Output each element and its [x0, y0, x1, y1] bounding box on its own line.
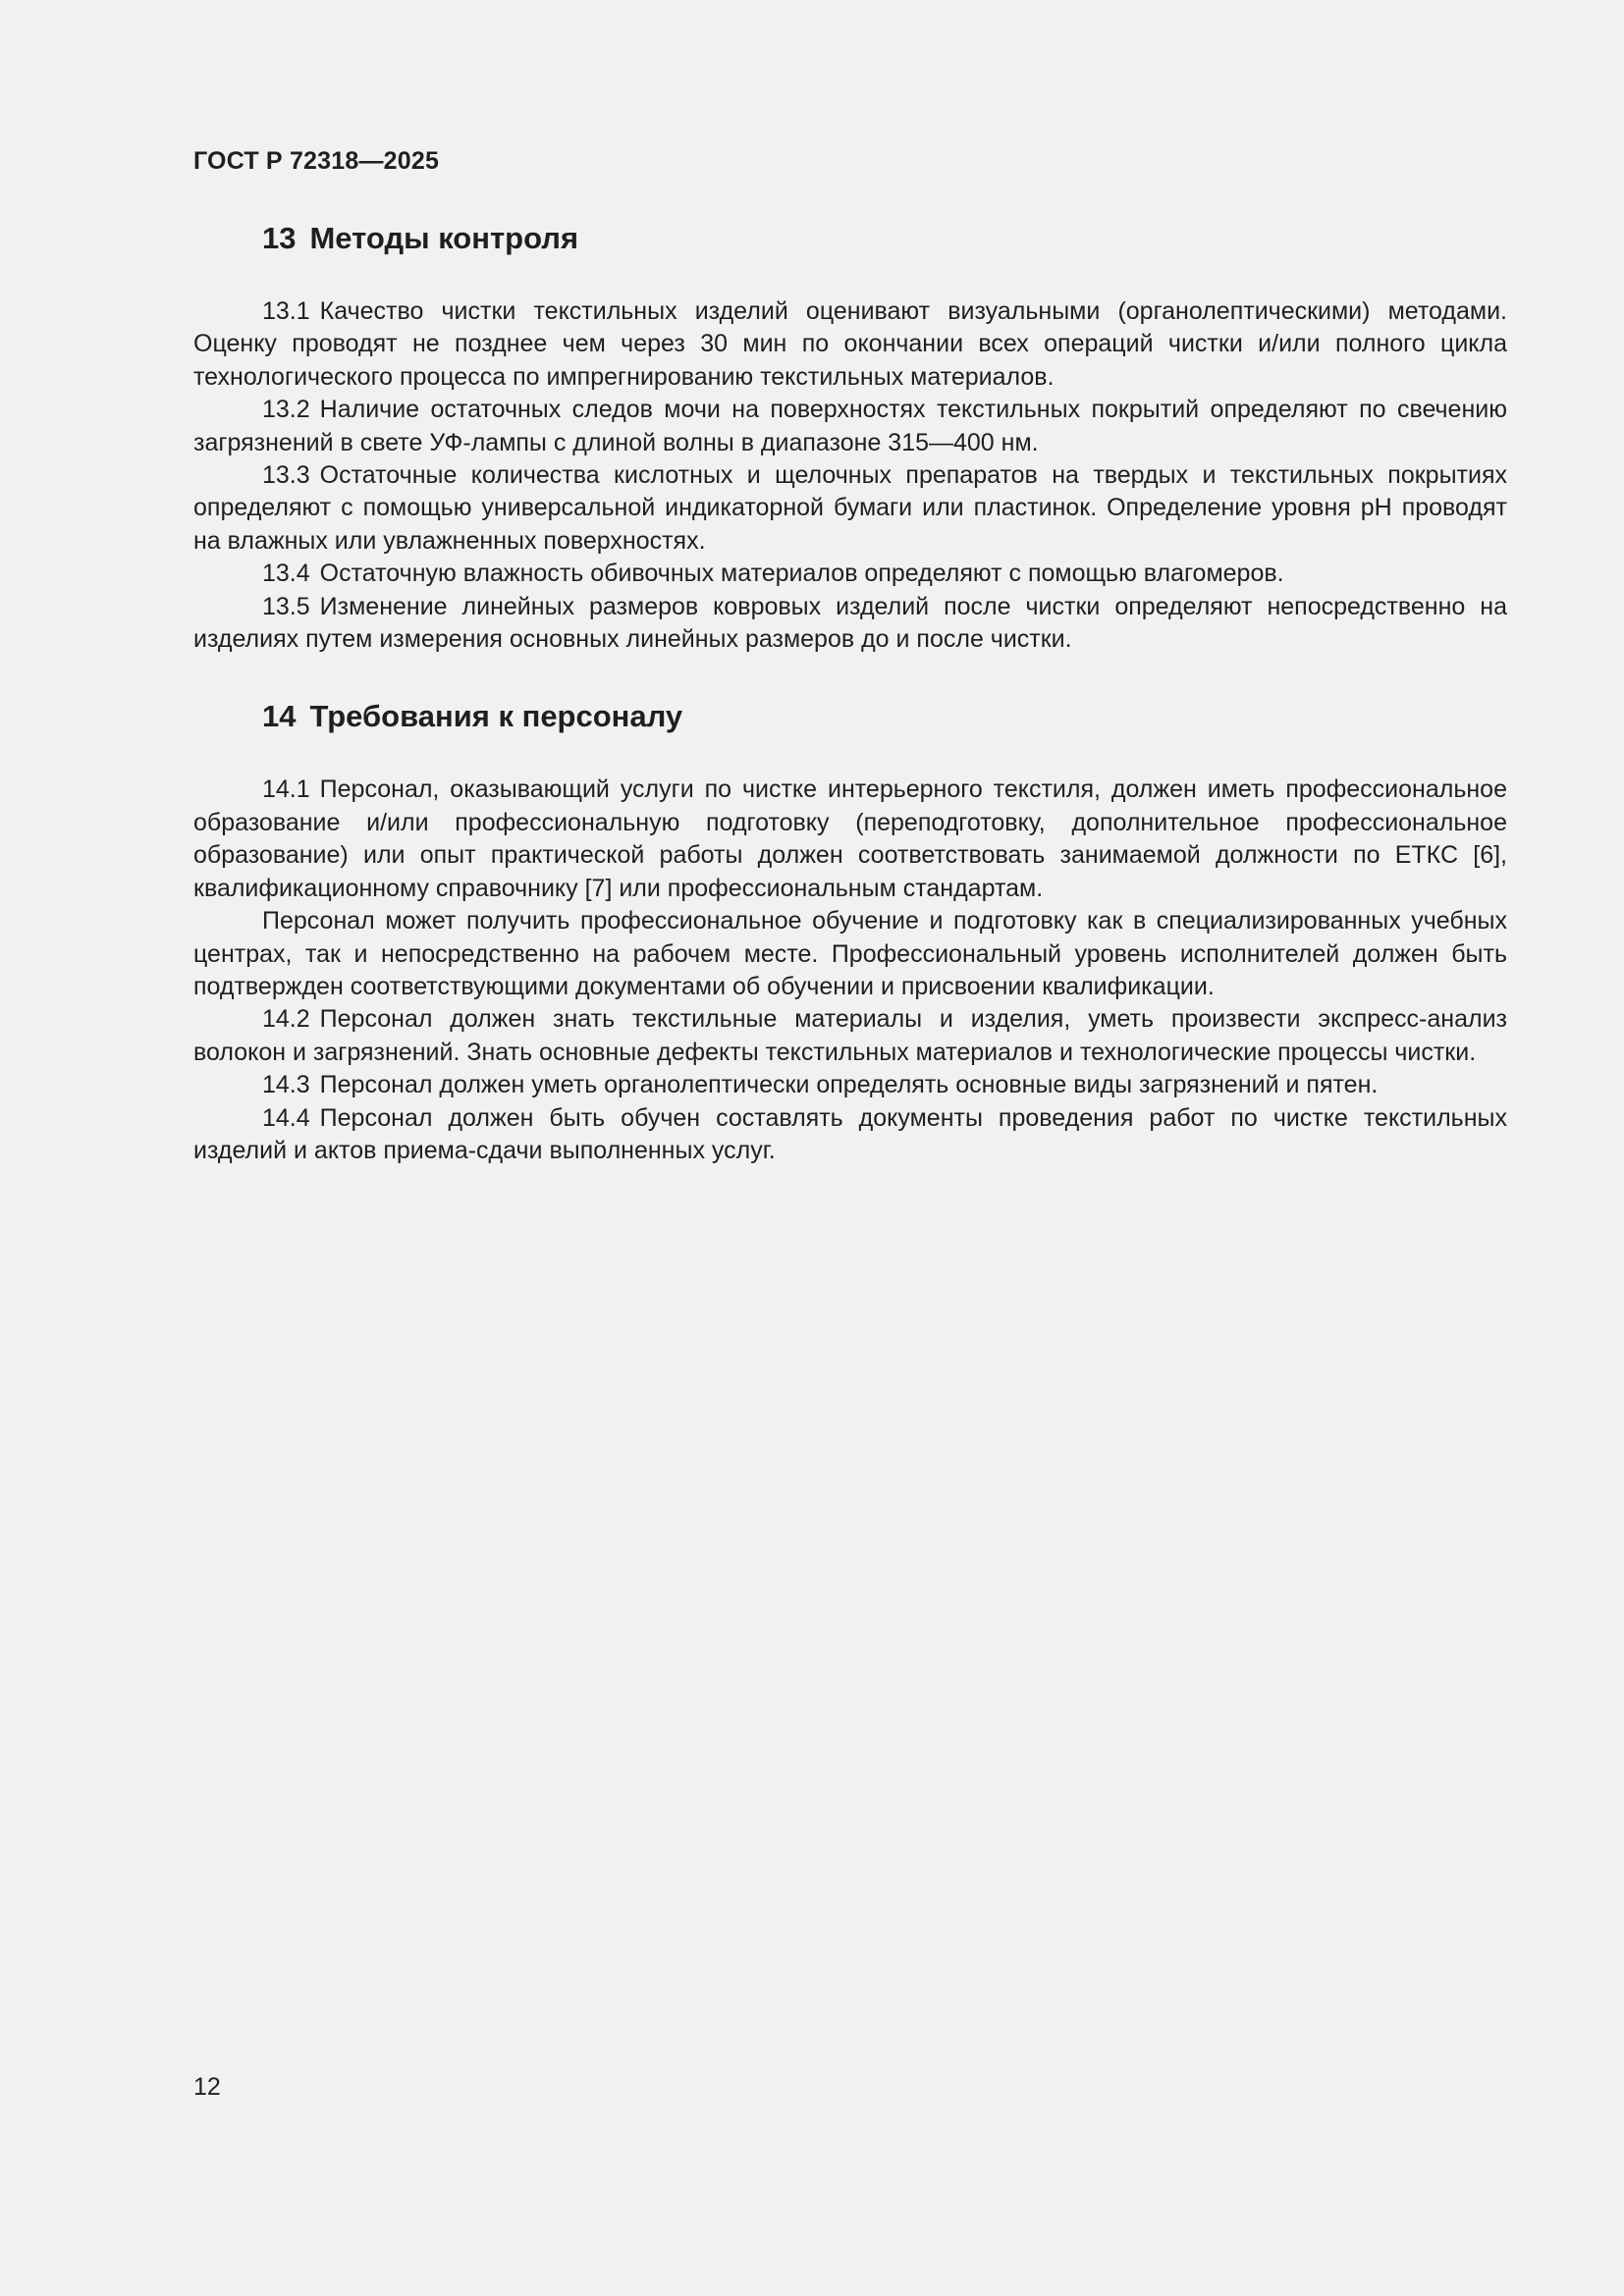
paragraph-14-2 [193, 1003, 1507, 1069]
paragraph-text: Изменение линейных размеров ковровых изделий после чистки определяют непосредственно на изделиях путем измерения основных линейных размеров до и после чистки. [193, 592, 1507, 654]
section-heading [193, 697, 1507, 736]
paragraph-text: Персонал должен уметь органолептически определять основные виды загрязнений и пятен. [319, 1071, 1379, 1099]
section-title: Требования к персоналу [309, 699, 683, 734]
paragraph-number: 13.3 [262, 461, 310, 490]
paragraph-text: Персонал, оказывающий услуги по чистке интерьерного текстиля, должен иметь профессиональное образование и/или профессиональную подготовку (переподготовку, дополнительное профессиональное образование) или опыт практической работы должен соответствовать занимаемой должности по ЕТКС [6], квалификационному справочнику [7] или профессиональным стандартам. [193, 775, 1507, 902]
paragraph-number: 13.2 [262, 396, 310, 424]
paragraph-number: 13.4 [262, 560, 310, 588]
paragraph-13-1 [193, 295, 1507, 394]
paragraph-number: 14.2 [262, 1005, 310, 1034]
paragraph-text: Остаточную влажность обивочных материалов определяют с помощью влагомеров. [319, 560, 1284, 588]
paragraph-13-5 [193, 591, 1507, 657]
section-14 [193, 697, 1507, 1167]
paragraph-number: 14.4 [262, 1103, 310, 1132]
paragraph-text: Персонал должен быть обучен составлять документы проведения работ по чистке текстильных изделий и актов приема-сдачи выполненных услуг. [193, 1103, 1507, 1164]
paragraph-number: 14.1 [262, 775, 310, 804]
paragraph-13-2 [193, 394, 1507, 459]
section-heading [193, 219, 1507, 258]
paragraph-14-1 [193, 774, 1507, 905]
paragraph-number: 13.5 [262, 592, 310, 620]
paragraph-14-4 [193, 1102, 1507, 1168]
paragraph-13-3 [193, 459, 1507, 558]
paragraph-text: Персонал должен знать текстильные материалы и изделия, уметь произвести экспресс-анализ волокон и загрязнений. Знать основные дефекты текстильных материалов и технологические процессы чистки. [193, 1005, 1507, 1066]
paragraph-14-1-continued [193, 905, 1507, 1003]
page-number: 12 [193, 2073, 221, 2101]
paragraph-text: Остаточные количества кислотных и щелочных препаратов на твердых и текстильных покрытиях определяют с помощью универсальной индикаторной бумаги или пластинок. Определение уровня pH проводят на влажных или увлажненных поверхностях. [193, 461, 1507, 555]
section-title: Методы контроля [309, 221, 579, 255]
paragraph-13-4 [193, 558, 1507, 590]
paragraph-14-3 [193, 1069, 1507, 1101]
paragraph-text: Наличие остаточных следов мочи на поверхностях текстильных покрытий определяют по свечению загрязнений в свете УФ-лампы с длиной волны в диапазоне 315—400 нм. [193, 396, 1507, 456]
section-13 [193, 219, 1507, 656]
document-header-id: ГОСТ Р 72318—2025 [193, 147, 440, 175]
paragraph-number: 13.1 [262, 297, 310, 325]
section-number: 14 [262, 699, 297, 734]
document-body [193, 219, 1507, 1208]
paragraph-text: Качество чистки текстильных изделий оценивают визуальными (органолептическими) методами. Оценку проводят не позднее чем через 30 мин по окончании всех операций чистки и/или полного цикла технологического процесса по импрегнированию текстильных материалов. [193, 297, 1507, 391]
paragraph-text: Персонал может получить профессиональное обучение и подготовку как в специализированных учебных центрах, так и непосредственно на рабочем месте. Профессиональный уровень исполнителей должен быть подтвержден соответствующими документами об обучении и присвоении квалификации. [193, 907, 1507, 1000]
paragraph-number: 14.3 [262, 1071, 310, 1099]
section-number: 13 [262, 221, 297, 255]
